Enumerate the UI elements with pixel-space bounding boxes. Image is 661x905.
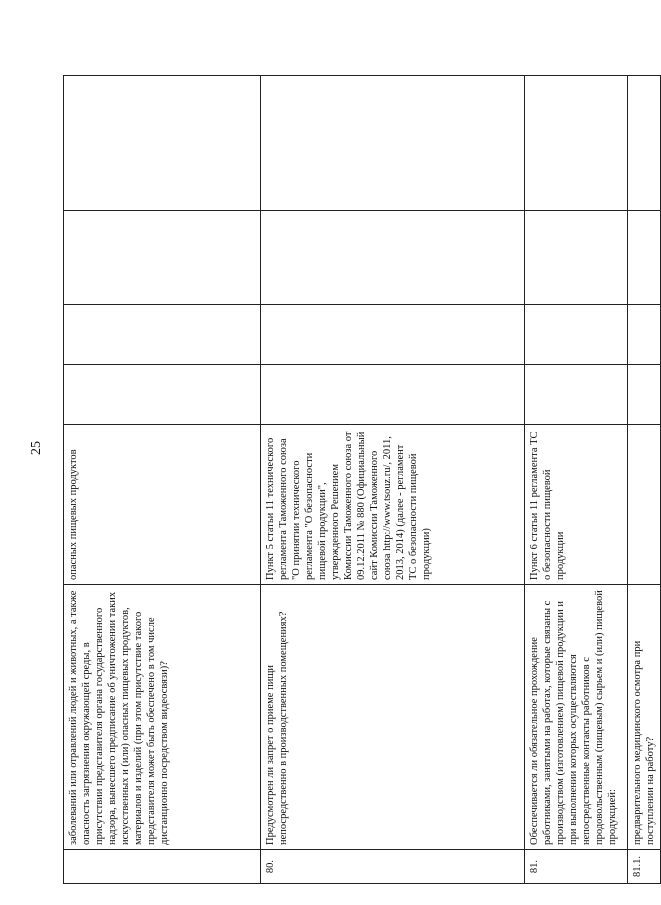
note-cell	[64, 76, 261, 211]
answer-yes-cell	[261, 365, 525, 425]
row-number	[64, 850, 261, 884]
question-cell: заболеваний или отравлений людей и животных, а также опасность загрязнения окружающей среды, в присутствии представителя органа государственного надзора, вынесшего предписание об уничтожении таких искусственных и (или) опасных пищевых продуктов, материалов и изделий (при этом присутствие такого представителя может быть обеспечено в том числе дистанционно посредством видеосвязи)?	[64, 585, 261, 850]
reference-cell: опасных пищевых продуктов	[64, 425, 261, 585]
answer-na-cell	[628, 211, 661, 305]
row-number: 81.1.	[628, 850, 661, 884]
answer-no-cell	[525, 305, 628, 365]
answer-yes-cell	[525, 365, 628, 425]
answer-no-cell	[261, 305, 525, 365]
page-number: 25	[29, 441, 44, 455]
table-row	[64, 76, 261, 884]
note-cell	[525, 76, 628, 211]
answer-na-cell	[525, 211, 628, 305]
note-cell	[628, 76, 661, 211]
answer-na-cell	[64, 211, 261, 305]
reference-cell: Пункт 5 статьи 11 технического регламента Таможенного союза "О принятии технического регламента "О безопасности пищевой продукции", утвержденного Решением Комиссии Таможенного союза от 09.12.2011 № 880 (Официальный сайт Комиссии Таможенного союза http://www.tsouz.ru/, 2011, 2013, 2014) (далее - регламент ТС о безопасности пищевой продукции)	[261, 425, 525, 585]
question-cell: Предусмотрен ли запрет о приеме пищи непосредственно в производственных помещениях?	[261, 585, 525, 850]
answer-yes-cell	[628, 365, 661, 425]
table-row	[628, 76, 661, 884]
question-cell: предварительного медицинского осмотра при поступлении на работу?	[628, 585, 661, 850]
reference-cell: Пункт 6 статьи 11 регламента ТС о безопасности пищевой продукции	[525, 425, 628, 585]
answer-yes-cell	[64, 365, 261, 425]
answer-no-cell	[64, 305, 261, 365]
row-number: 80.	[261, 850, 525, 884]
question-cell: Обеспечивается ли обязательное прохождение работниками, занятыми на работах, которые связаны с производством (изготовлением) пищевой продукции и при выполнении которых осуществляются непосредственные контакты работников с продовольственным (пищевым) сырьем и (или) пищевой продукцией:	[525, 585, 628, 850]
reference-cell	[628, 425, 661, 585]
table-row	[261, 76, 525, 884]
row-number: 81.	[525, 850, 628, 884]
table-row	[525, 76, 628, 884]
note-cell	[261, 76, 525, 211]
checklist-table-container	[63, 76, 656, 884]
answer-no-cell	[628, 305, 661, 365]
answer-na-cell	[261, 211, 525, 305]
checklist-table	[63, 75, 661, 884]
